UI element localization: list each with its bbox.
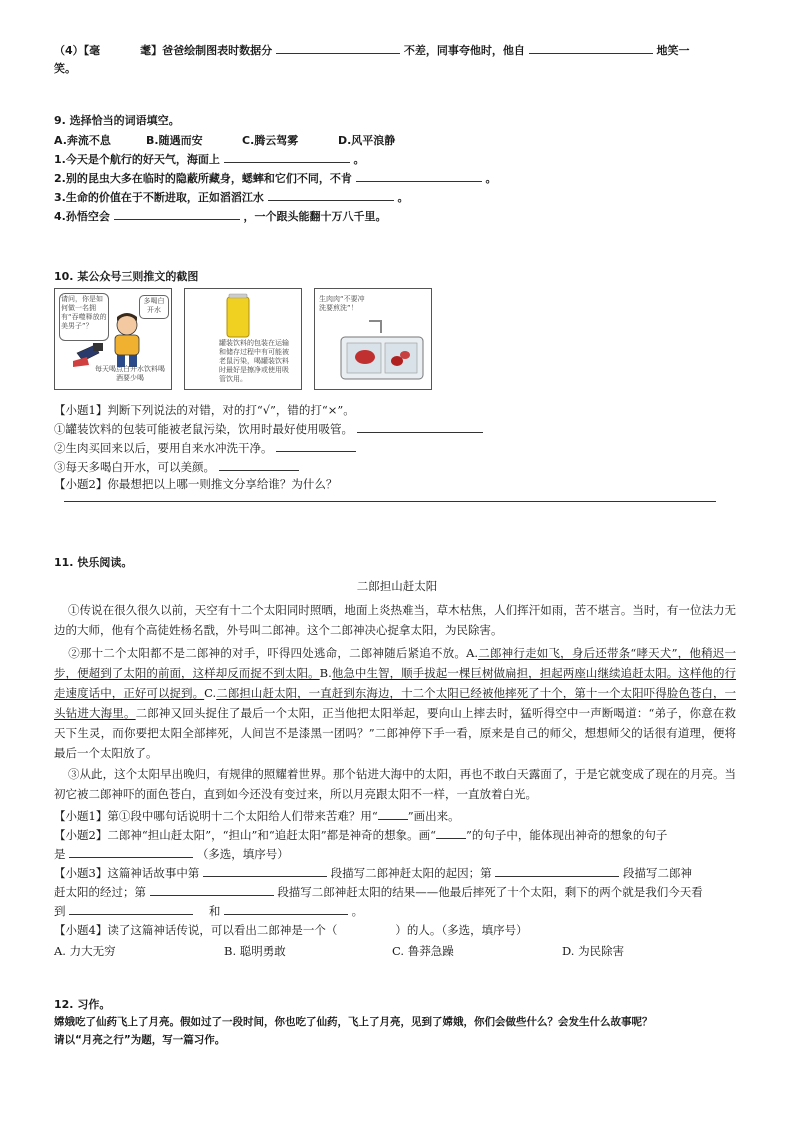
speech-bubble-right: 多喝白开水 (139, 295, 169, 319)
story-paragraph-1: ①传说在很久很久以前，天空有十二个太阳同时照晒，地面上炎热难当，草木枯焦，人们挥汗如雨，苦不堪言。当时，有一位法力无边的大师，他有个高徒姓杨名戬，外号叫二郎神。这个二郎神决心捉拿太阳，为民除害。 (54, 603, 736, 637)
q11-sub4: 【小题4】读了这篇神话传说，可以看出二郎神是一个（ ）的人。（多选，填序号） (54, 923, 528, 937)
q12-prompt-2: 请以“月亮之行”为题，写一篇习作。 (54, 1034, 226, 1046)
q10-blank-1[interactable] (357, 421, 483, 433)
q11-sub3-blank-1[interactable] (203, 865, 327, 877)
q9-blank-4[interactable] (114, 208, 240, 220)
q11-sub2-answer: 是 （多选，填序号） (54, 847, 289, 861)
q9-item-1: 1.今天是个航行的好天气，海面上 。 (54, 153, 365, 166)
q10-answer-line[interactable] (64, 501, 716, 502)
q10-panel-1 (54, 288, 172, 390)
q10-statement-3: ③每天多喝白开水，可以美颜。 (54, 459, 299, 475)
q9-options (54, 132, 395, 148)
story-paragraph-3: ③从此，这个太阳早出晚归，有规律的照耀着世界。那个钻进大海中的太阳，再也不敢白天露面了，于是它就变成了现在的月亮。当初它被二郎神吓的面色苍白，直到如今还没有变过来，所以月亮跟太阳不一样，一直放着白光。 (54, 767, 736, 801)
q9-option-b: B.随遇而安 (146, 134, 203, 147)
q9-blank-2[interactable] (356, 170, 482, 182)
q8-4-blank-1[interactable] (276, 42, 400, 54)
speech-bubble-left: 请问，你是如何做一名拥有“吞噬释放的美男子”？ (59, 293, 109, 341)
q9-option-c: C.腾云驾雾 (242, 134, 299, 147)
sink-illustration (339, 319, 425, 383)
q11-choice-d[interactable]: D. 为民除害 (562, 944, 625, 958)
underlined-sentence-b: 他急中生智，顺手拔起一棵巨树做扁担，担起两座山继续追赶太阳。这样他的行走速度话中，正好可以捉到。 (54, 666, 737, 700)
q8-4-cont: 笑。 (54, 62, 76, 75)
q9-blank-1[interactable] (224, 151, 350, 163)
q11-sub2-blank[interactable] (69, 846, 193, 858)
q11-choice-b[interactable]: B. 聪明勇敢 (224, 944, 286, 958)
q11-sub3-blank-4[interactable] (69, 903, 193, 915)
q10-panel-3 (314, 288, 432, 390)
interview-illustration (73, 309, 165, 369)
can-icon (223, 293, 253, 339)
q10-blank-2[interactable] (276, 440, 356, 452)
q11-sub3-blank-3[interactable] (150, 884, 274, 896)
q9-blank-3[interactable] (268, 189, 394, 201)
q11-choice-a[interactable]: A. 力大无穷 (54, 944, 116, 958)
q10-sub2: 【小题2】你最想把以上哪一则推文分享给谁？为什么？ (54, 477, 338, 491)
q11-sub3-cont: 赶太阳的经过；第 段描写二郎神赶太阳的结果——他最后摔死了十个太阳，剩下的两个就是我们今天看 (54, 885, 703, 899)
q12-prompt-1: 嫦娥吃了仙药飞上了月亮。假如过了一段时间，你也吃了仙药，飞上了月亮，见到了嫦娥，你们会做些什么？会发生什么故事呢？ (54, 1016, 653, 1028)
q11-sub1: 【小题1】第①段中哪句话说明十二个太阳给人们带来苦难？用“ ”画出来。 (54, 809, 460, 823)
story-paragraph-2: ②那十二个太阳都不是二郎神的对手，吓得四处逃命，二郎神随后紧追不放。A.二郎神行走如飞，身后还带条“哮天犬”，他稍迟一步，便超到了太阳的前面，这样却反而捉不到太阳。B.他急中生智，顺手拔起一棵巨树做扁担，担起两座山继续追赶太阳。这样他的行走速度话中，正好可以捉到。C.二郎担山赶太阳，一直赶到东海边，十二个太阳已经被他摔死了十个，第十一个太阳吓得脸色苍白，一头钻进大海里。二郎神又回头捉住了最后一个太阳，正当他把太阳举起，要向山上摔去时，猛听得空中一声断喝道：“弟子，你意在救天下生灵，而你要把太阳全部摔死，人间岂不是漆黑一团吗？”二郎神停下手一看，原来是自己的师父，想想师父的话很有道理，便将最后一个太阳放了。 (54, 646, 737, 760)
q11-sub3: 【小题3】这篇神话故事中第 段描写二郎神赶太阳的起因；第 段描写二郎神 (54, 866, 692, 880)
q11-sub3-end: 到 和 。 (54, 904, 364, 918)
story-title: 二郎担山赶太阳 (356, 579, 438, 593)
q11-title: 11. 快乐阅读。 (54, 556, 133, 569)
q9-item-2: 2.别的昆虫大多在临时的隐蔽所藏身，蟋蟀和它们不同，不肯 。 (54, 172, 497, 185)
q10-statement-2: ②生肉买回来以后，要用自来水冲洗干净。 (54, 440, 356, 456)
q9-option-d: D.风平浪静 (338, 134, 396, 147)
q9-title: 9. 选择恰当的词语填空。 (54, 114, 180, 127)
underlined-sentence-c: 二郎担山赶太阳，一直赶到东海边，十二个太阳已经被他摔死了十个，第十一个太阳吓得脸色苍白，一头钻进大海里。 (54, 686, 737, 720)
q11-sub2: 【小题2】二郎神“担山赶太阳”，“担山”和“追赶太阳”都是神奇的想象。画“ ”的句子中，能体现出神奇的想象的句子 (54, 828, 668, 842)
q11-sub1-mark (378, 808, 408, 820)
q12-title: 12. 习作。 (54, 998, 111, 1011)
q11-sub3-blank-2[interactable] (495, 865, 619, 877)
q11-choice-c[interactable]: C. 鲁莽急躁 (392, 944, 454, 958)
q10-statement-1: ①罐装饮料的包装可能被老鼠污染，饮用时最好使用吸管。 (54, 421, 483, 437)
q10-panel-2 (184, 288, 302, 390)
q11-sub3-blank-5[interactable] (224, 903, 348, 915)
q10-sub1: 【小题1】判断下列说法的对错，对的打“√”，错的打“×”。 (54, 403, 355, 417)
q9-item-4: 4.孙悟空会 ，一个跟头能翻十万八千里。 (54, 210, 387, 223)
panel-1-caption: 每天喝点白开水饮料喝酒要少喝 (95, 365, 165, 382)
q8-4-line: （4）【毫 耄】爸爸绘制图表时数据分 不差，同事夸他时，他自 地笑一 (54, 44, 690, 57)
underlined-sentence-a: 二郎神行走如飞，身后还带条“哮天犬”，他稍迟一步，便超到了太阳的前面，这样却反而捉不到太阳。 (54, 646, 736, 680)
panel-2-caption: 罐装饮料的包装在运输和储存过程中有可能被老鼠污染，喝罐装饮料时最好是擦净或使用吸管饮用。 (219, 339, 289, 383)
q10-title: 10. 某公众号三则推文的截图 (54, 270, 199, 283)
q11-sub2-mark (436, 827, 466, 839)
q9-option-a: A.奔流不息 (54, 134, 111, 147)
q8-4-blank-2[interactable] (529, 42, 653, 54)
panel-3-caption: 生肉肉“不要冲洗要煎洗”！ (319, 295, 365, 312)
q9-item-3: 3.生命的价值在于不断进取，正如滔滔江水 。 (54, 191, 409, 204)
q10-blank-3[interactable] (219, 459, 299, 471)
